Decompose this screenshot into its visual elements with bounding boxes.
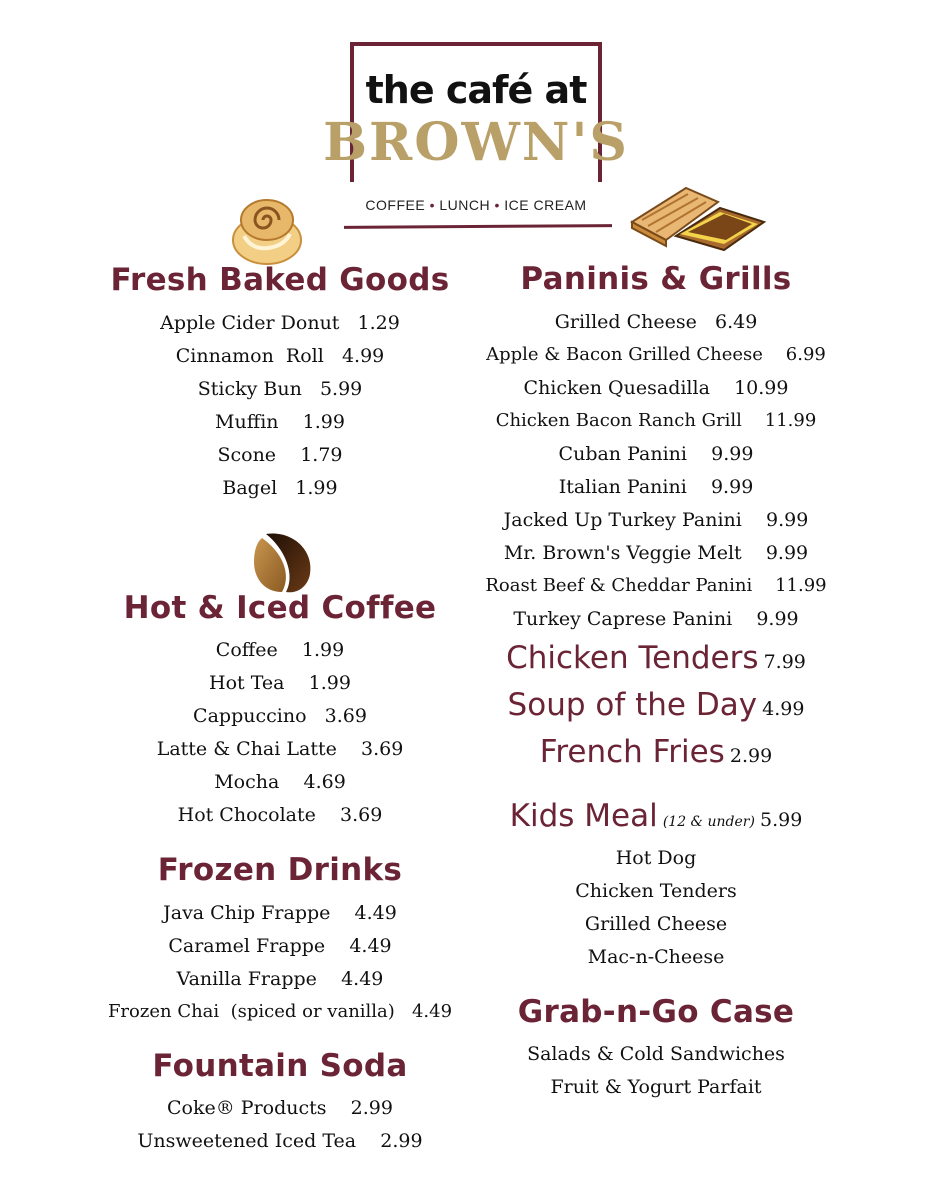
menu-item: Chicken Quesadilla 10.99 xyxy=(523,377,789,399)
fries-line xyxy=(436,734,876,770)
menu-item: Coffee 1.99 xyxy=(215,639,345,661)
menu-item: Java Chip Frappe 4.49 xyxy=(163,902,397,924)
menu-item: Chicken Tenders xyxy=(575,880,737,902)
menu-item: Salads & Cold Sandwiches xyxy=(527,1043,785,1065)
menu-item: Muffin 1.99 xyxy=(215,411,345,433)
menu-item: Mr. Brown's Veggie Melt 9.99 xyxy=(503,542,809,564)
menu-item: Caramel Frappe 4.49 xyxy=(168,935,392,957)
left-column xyxy=(60,0,500,1200)
section-heading-paninis: Paninis & Grills xyxy=(520,261,792,297)
menu-item: Latte & Chai Latte 3.69 xyxy=(156,738,404,760)
logo-brand: BROWN'S xyxy=(323,112,629,173)
section-heading-frozen: Frozen Drinks xyxy=(157,852,403,888)
section-heading-soda: Fountain Soda xyxy=(152,1048,408,1084)
price: 5.99 xyxy=(760,809,803,831)
section-heading-soup: Soup of the Day xyxy=(507,687,758,723)
right-column xyxy=(436,0,876,1200)
menu-item: Cappuccino 3.69 xyxy=(193,705,367,727)
menu-item: Chicken Bacon Ranch Grill 11.99 xyxy=(495,410,817,431)
menu-item: Jacked Up Turkey Panini 9.99 xyxy=(503,509,809,531)
logo-line1: the café at xyxy=(365,68,587,112)
tagline-coffee: COFFEE xyxy=(365,197,426,213)
menu-item: Cuban Panini 9.99 xyxy=(558,443,754,465)
tagline-ice-cream: ICE CREAM xyxy=(504,197,587,213)
menu-item: Sticky Bun 5.99 xyxy=(197,378,363,400)
menu-item: Mac-n-Cheese xyxy=(587,946,725,968)
section-heading-baked-goods: Fresh Baked Goods xyxy=(110,262,450,298)
menu-item: Scone 1.79 xyxy=(217,444,343,466)
menu-item: Mocha 4.69 xyxy=(214,771,346,793)
tagline-dot: • xyxy=(429,197,435,213)
price: 7.99 xyxy=(763,651,806,673)
menu-item: Italian Panini 9.99 xyxy=(558,476,754,498)
menu-item: Cinnamon Roll 4.99 xyxy=(175,345,385,367)
tagline-lunch: LUNCH xyxy=(439,197,491,213)
menu-item: Roast Beef & Cheddar Panini 11.99 xyxy=(485,575,827,596)
menu-item: Hot Chocolate 3.69 xyxy=(177,804,383,826)
tagline-dot: • xyxy=(494,197,500,213)
menu-item: Grilled Cheese xyxy=(584,913,728,935)
menu-item: Hot Tea 1.99 xyxy=(209,672,351,694)
menu-item: Grilled Cheese 6.49 xyxy=(554,311,758,333)
menu-item: Coke® Products 2.99 xyxy=(167,1097,393,1119)
menu-item: Fruit & Yogurt Parfait xyxy=(550,1076,762,1098)
menu-item: Apple Cider Donut 1.29 xyxy=(160,312,400,334)
kids-meal-line xyxy=(436,798,876,834)
price: 2.99 xyxy=(729,745,773,767)
section-heading-coffee: Hot & Iced Coffee xyxy=(123,590,437,626)
menu-item: Bagel 1.99 xyxy=(222,477,338,499)
kids-age-note: (12 & under) xyxy=(662,814,755,830)
section-heading-tenders: Chicken Tenders xyxy=(506,640,759,676)
soup-line xyxy=(436,687,876,723)
section-heading-grab-n-go: Grab-n-Go Case xyxy=(517,994,795,1030)
menu-item: Turkey Caprese Panini 9.99 xyxy=(513,608,799,630)
menu-item: Unsweetened Iced Tea 2.99 xyxy=(137,1130,423,1152)
menu-item: Vanilla Frappe 4.49 xyxy=(176,968,384,990)
menu-item: Hot Dog xyxy=(615,847,697,869)
section-heading-fries: French Fries xyxy=(539,734,725,770)
chicken-tenders-line xyxy=(436,640,876,676)
menu-item: Frozen Chai (spiced or vanilla) 4.49 xyxy=(107,1001,453,1022)
menu-item: Apple & Bacon Grilled Cheese 6.99 xyxy=(486,344,826,365)
section-heading-kids: Kids Meal xyxy=(509,798,658,834)
price: 4.99 xyxy=(762,698,805,720)
